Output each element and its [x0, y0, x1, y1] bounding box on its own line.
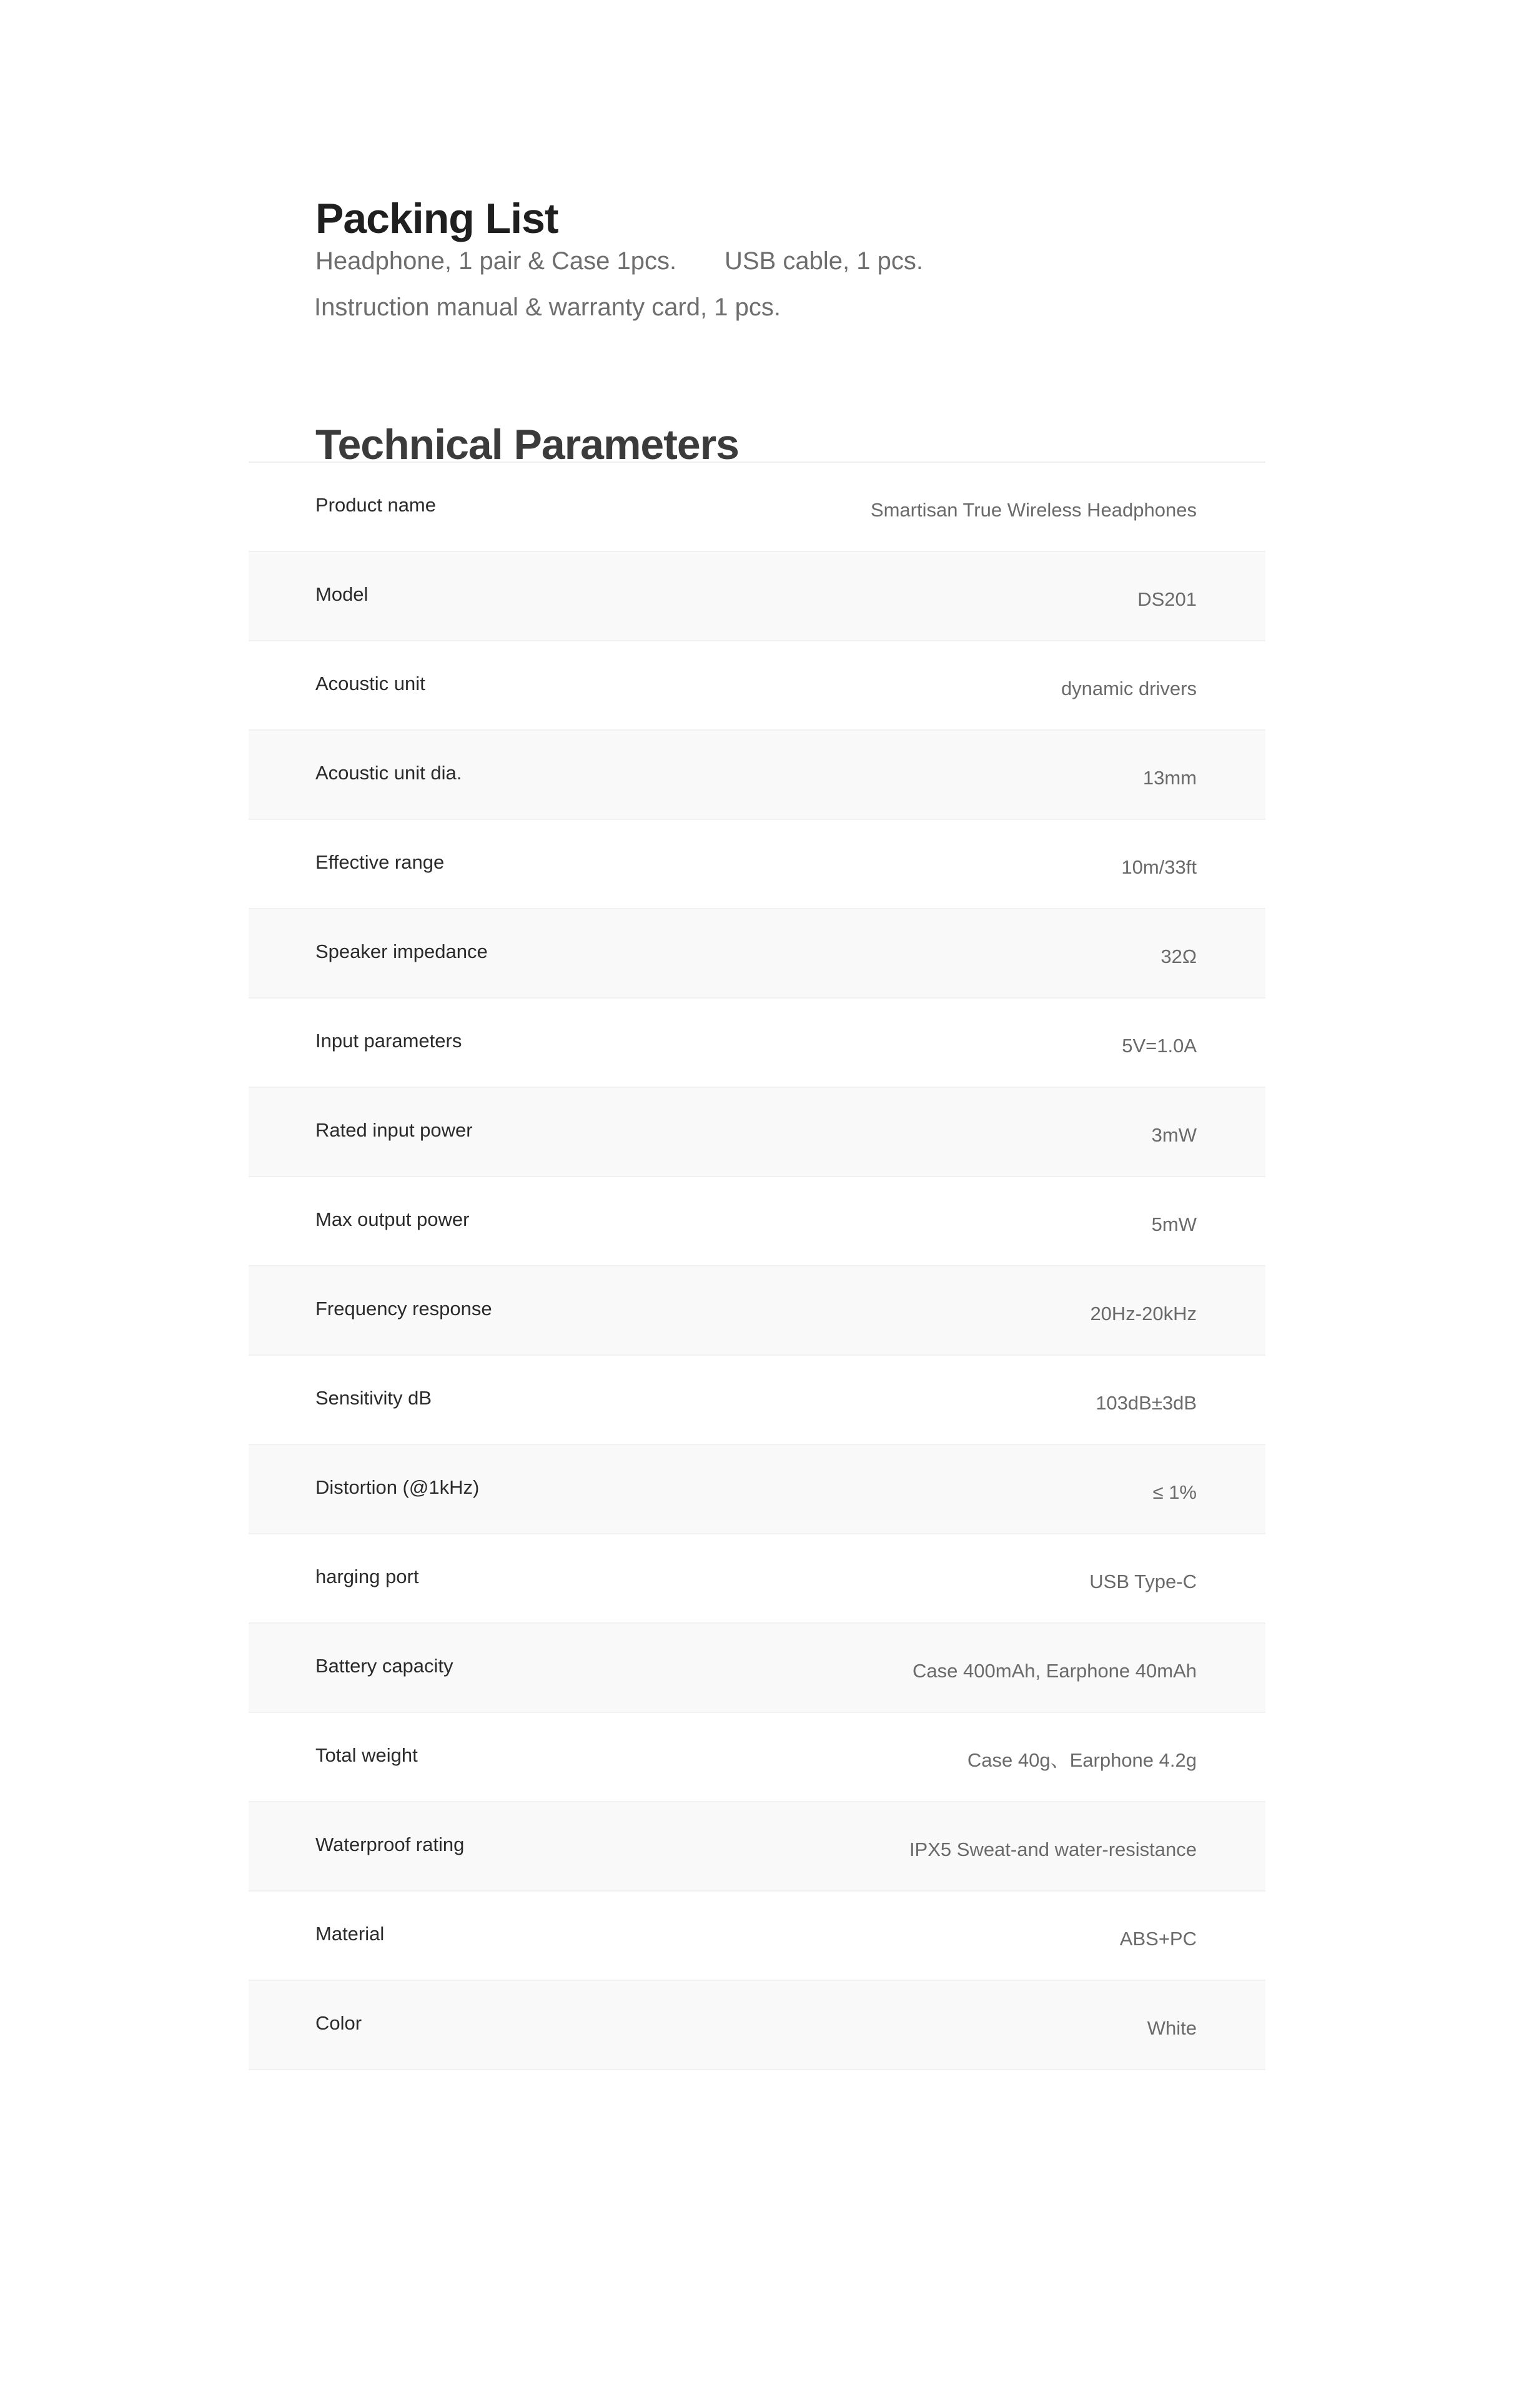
param-value: 5mW [1151, 1213, 1197, 1235]
param-value: 20Hz-20kHz [1090, 1303, 1197, 1325]
param-label: Waterproof rating [315, 1833, 465, 1855]
param-row-input-parameters [249, 999, 1265, 1088]
param-label: Max output power [315, 1208, 470, 1230]
technical-parameters-title: Technical Parameters [315, 421, 739, 469]
param-value: IPX5 Sweat-and water-resistance [909, 1838, 1197, 1860]
param-label: harging port [315, 1566, 419, 1587]
param-row-model [249, 552, 1265, 641]
param-label: Battery capacity [315, 1655, 453, 1677]
param-row-material [249, 1892, 1265, 1981]
param-row-rated-input-power [249, 1088, 1265, 1177]
param-value: 10m/33ft [1121, 856, 1197, 878]
param-row-acoustic-unit-dia [249, 731, 1265, 820]
param-row-battery-capacity [249, 1624, 1265, 1713]
param-value: ≤ 1% [1152, 1481, 1197, 1503]
param-row-color [249, 1981, 1265, 2070]
param-value: 103dB±3dB [1096, 1392, 1197, 1414]
param-label: Color [315, 2012, 362, 2034]
param-value: White [1147, 2017, 1197, 2039]
param-value: 3mW [1151, 1124, 1197, 1146]
technical-parameters-table [249, 461, 1265, 2070]
param-row-frequency-response [249, 1266, 1265, 1356]
param-label: Speaker impedance [315, 940, 488, 962]
param-value: 5V=1.0A [1122, 1035, 1197, 1057]
param-value: Case 40g、Earphone 4.2g [967, 1749, 1197, 1771]
packing-item-manual: Instruction manual & warranty card, 1 pcs. [314, 294, 781, 321]
param-row-total-weight [249, 1713, 1265, 1802]
param-row-distortion [249, 1445, 1265, 1534]
param-label: Acoustic unit [315, 673, 425, 694]
param-value: USB Type-C [1089, 1571, 1197, 1592]
param-value: DS201 [1137, 588, 1197, 610]
param-label: Total weight [315, 1744, 418, 1766]
param-label: Input parameters [315, 1030, 462, 1052]
param-value: dynamic drivers [1061, 678, 1197, 699]
param-label: Distortion (@1kHz) [315, 1476, 480, 1498]
param-row-speaker-impedance [249, 909, 1265, 999]
param-row-sensitivity [249, 1356, 1265, 1445]
packing-list-title: Packing List [315, 194, 558, 242]
param-row-waterproof-rating [249, 1802, 1265, 1892]
param-label: Product name [315, 494, 436, 516]
packing-item-headphone: Headphone, 1 pair & Case 1pcs. [315, 247, 677, 275]
param-value: Case 400mAh, Earphone 40mAh [913, 1660, 1197, 1682]
param-value: 32Ω [1160, 945, 1197, 967]
param-label: Material [315, 1923, 385, 1945]
param-label: Sensitivity dB [315, 1387, 432, 1409]
param-row-product-name [249, 463, 1265, 552]
param-label: Frequency response [315, 1298, 492, 1320]
param-label: Acoustic unit dia. [315, 762, 462, 784]
param-value: ABS+PC [1119, 1928, 1197, 1950]
packing-item-usb-cable: USB cable, 1 pcs. [725, 247, 923, 275]
param-row-effective-range [249, 820, 1265, 909]
param-label: Effective range [315, 851, 445, 873]
param-label: Model [315, 583, 369, 605]
param-row-charging-port [249, 1534, 1265, 1624]
param-row-acoustic-unit [249, 641, 1265, 731]
param-value: Smartisan True Wireless Headphones [870, 499, 1197, 521]
param-value: 13mm [1142, 767, 1197, 789]
param-row-max-output-power [249, 1177, 1265, 1266]
param-label: Rated input power [315, 1119, 473, 1141]
